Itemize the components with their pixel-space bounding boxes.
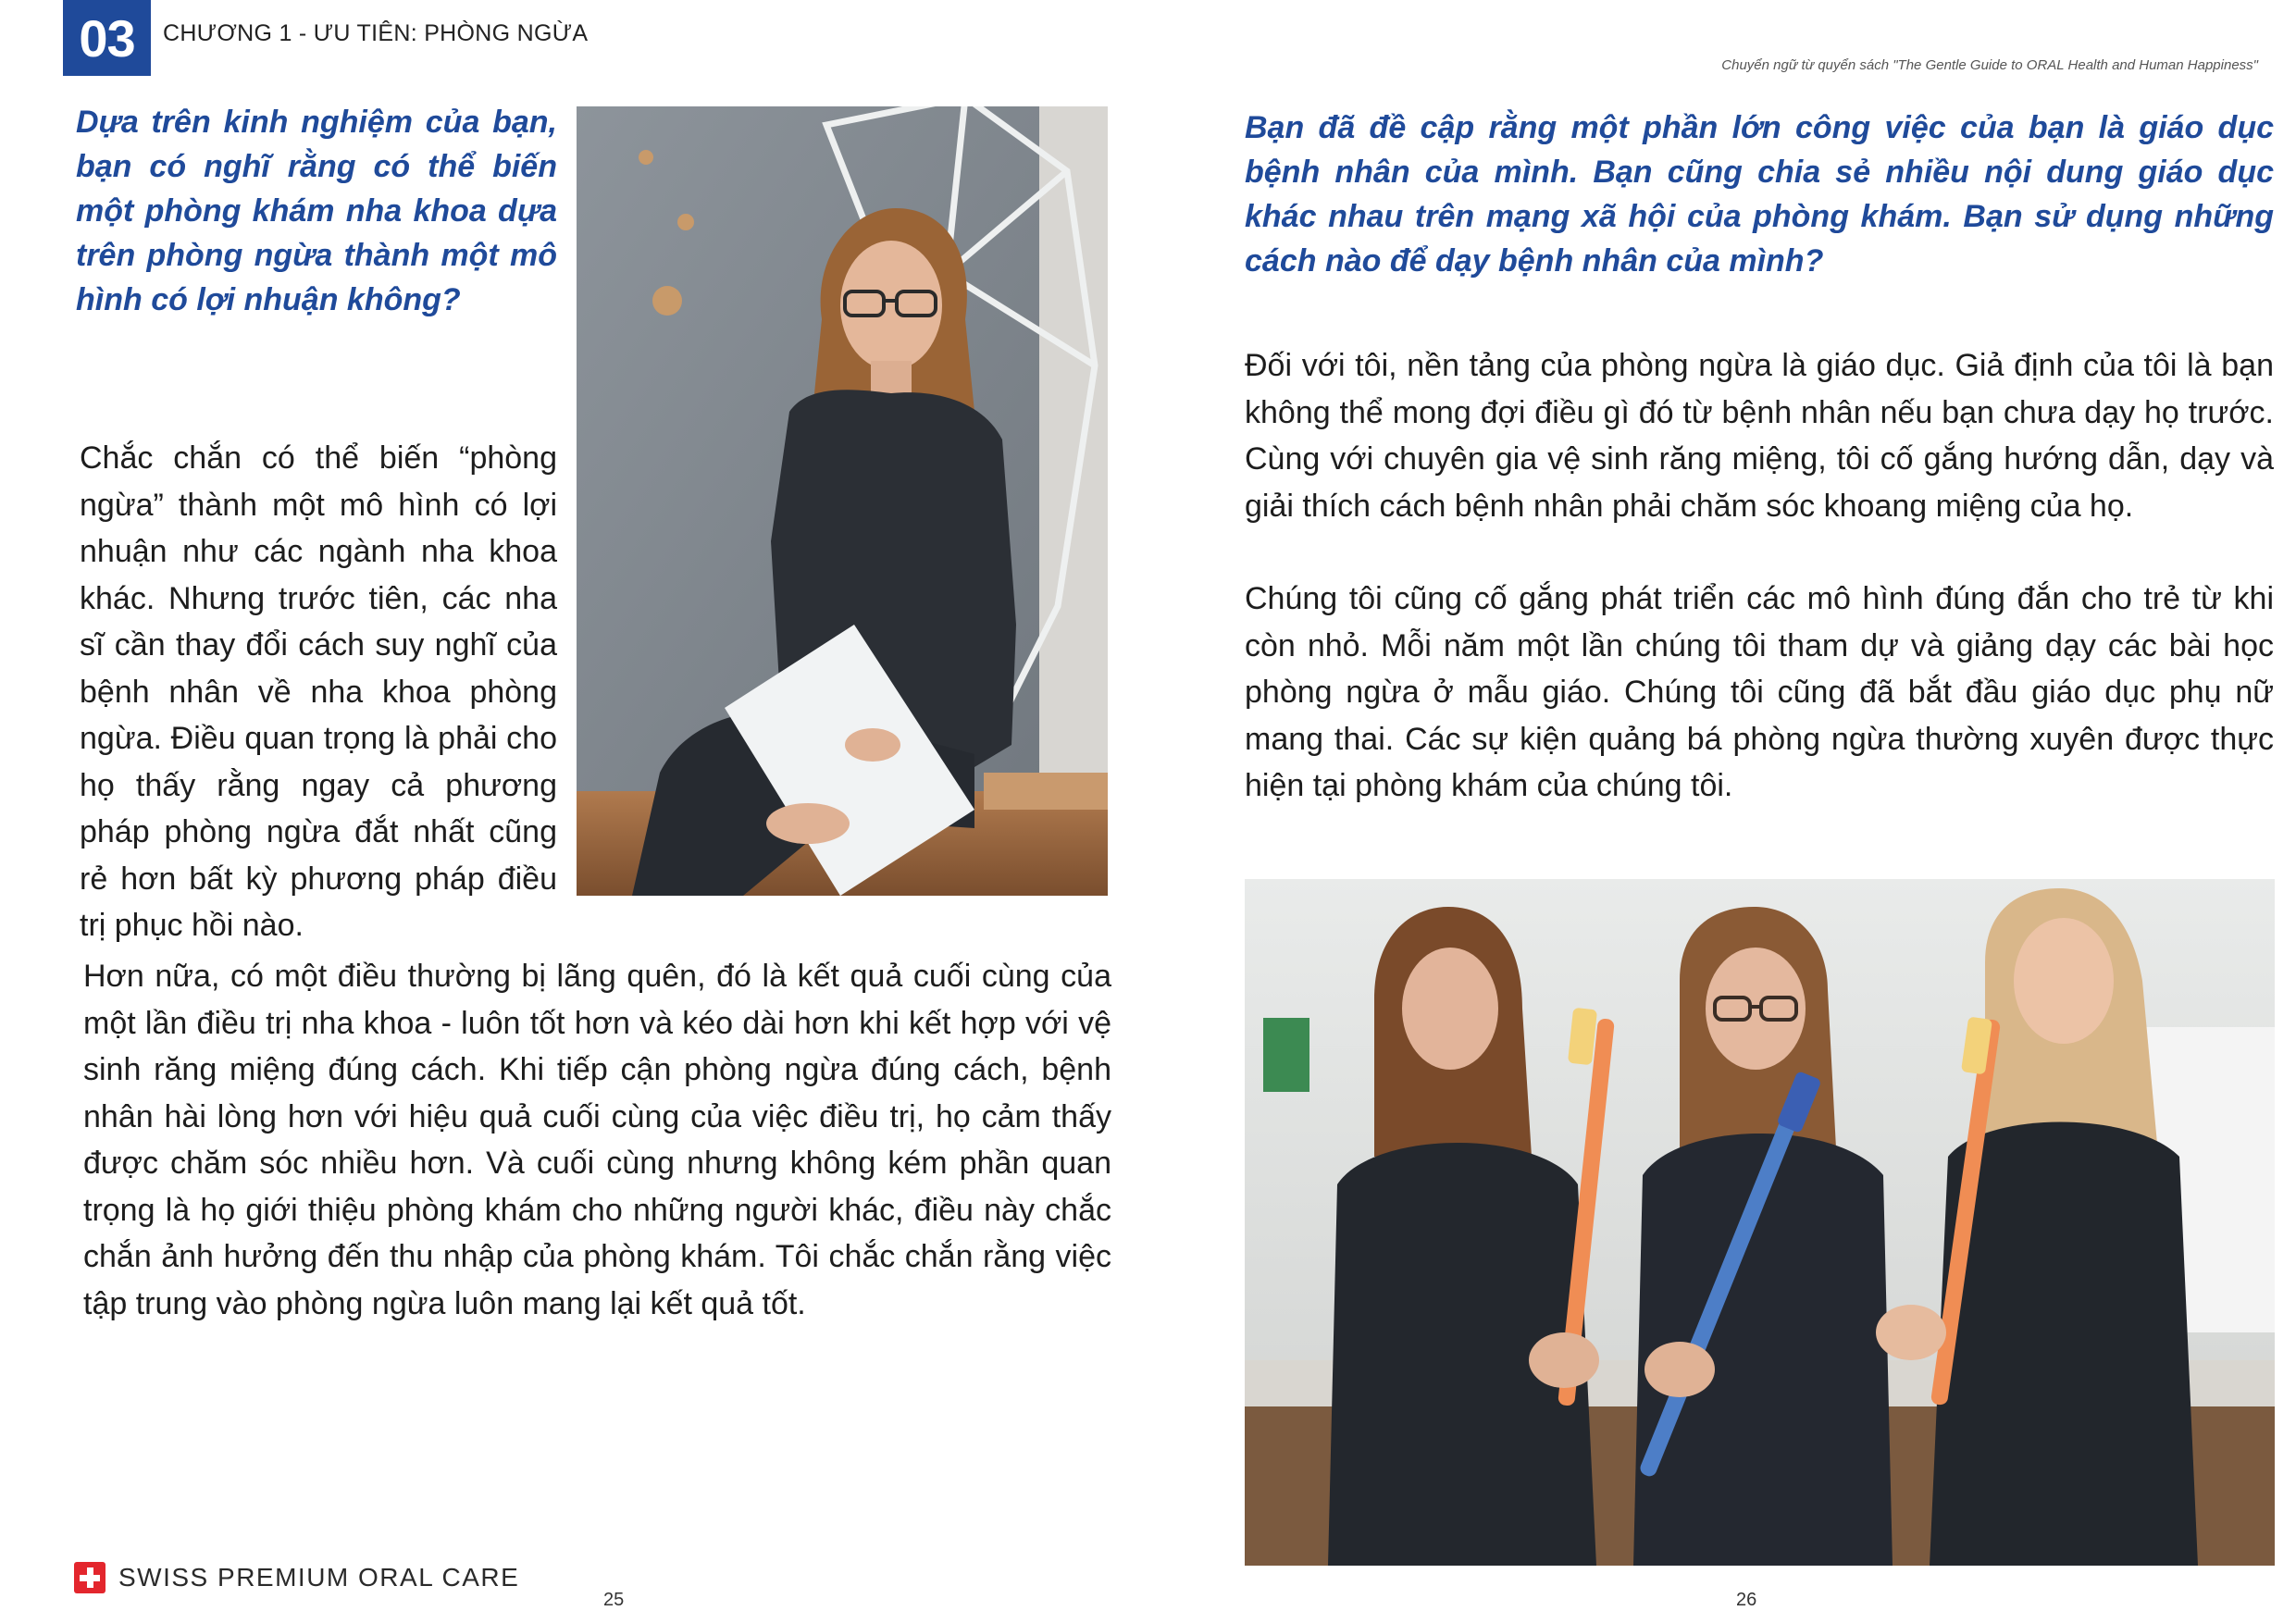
swiss-cross-icon xyxy=(74,1562,105,1593)
right-answer-part1: Đối với tôi, nền tảng của phòng ngừa là giáo dục. Giả định của tôi là bạn không thể mong đợi điều gì đó từ bệnh nhân nếu bạn chưa dạy họ trước. Cùng với chuyên gia vệ sinh răng miệng, tôi cố gắng hướng dẫn, dạy và giải thích cách bệnh nhân phải chăm sóc khoang miệng của họ. xyxy=(1245,348,2274,524)
brand-logo xyxy=(74,1562,519,1593)
doctor-portrait-photo xyxy=(577,106,1108,896)
team-toothbrush-photo xyxy=(1245,879,2275,1566)
left-answer-part1: Chắc chắn có thể biến “phòng ngừa” thành một mô hình có lợi nhuận như các ngành nha khoa khác. Nhưng trước tiên, các nha sĩ cần thay đổi cách suy nghĩ của bệnh nhân về nha khoa phòng ngừa. Điều quan trọng là phải cho họ thấy rằng ngay cả phương pháp phòng ngừa đắt nhất cũng rẻ hơn bất kỳ phương pháp điều trị phục hồi nào. xyxy=(80,440,557,943)
left-question: Dựa trên kinh nghiệm của bạn, bạn có nghĩ rằng có thể biến một phòng khám nha khoa dựa trên phòng ngừa thành một mô hình có lợi nhuận không? xyxy=(76,105,557,317)
page-number-left: 25 xyxy=(603,1590,625,1610)
right-question: Bạn đã đề cập rằng một phần lớn công việc của bạn là giáo dục bệnh nhân của mình. Bạn cũng chia sẻ nhiều nội dung giáo dục khác nhau trên mạng xã hội của phòng khám. Bạn sử dụng những cách nào để dạy bệnh nhân của mình? xyxy=(1245,110,2274,279)
chapter-number-badge: 03 xyxy=(63,0,151,76)
left-answer-part2: Hơn nữa, có một điều thường bị lãng quên, đó là kết quả cuối cùng của một lần điều trị nha khoa - luôn tốt hơn và kéo dài hơn khi kết hợp với vệ sinh răng miệng đúng cách. Khi tiếp cận phòng ngừa đúng cách, bệnh nhân hài lòng hơn với hiệu quả cuối cùng của việc điều trị, họ cảm thấy được chăm sóc nhiều hơn. Và cuối cùng nhưng không kém phần quan trọng là họ giới thiệu phòng khám cho những người khác, điều này chắc chắn ảnh hưởng đến thu nhập của phòng khám. Tôi chắc chắn rằng việc tập trung vào phòng ngừa luôn mang lại kết quả tốt. xyxy=(83,959,1111,1321)
brand-name: SWISS PREMIUM ORAL CARE xyxy=(118,1563,520,1592)
doctor-portrait-image xyxy=(577,106,1108,896)
chapter-title: CHƯƠNG 1 - ƯU TIÊN: PHÒNG NGỪA xyxy=(163,20,589,46)
page-number-right: 26 xyxy=(1736,1590,1757,1610)
team-toothbrush-image xyxy=(1245,879,2275,1566)
right-answer-part2: Chúng tôi cũng cố gắng phát triển các mô hình đúng đắn cho trẻ từ khi còn nhỏ. Mỗi năm một lần chúng tôi tham dự và giảng dạy các bài học phòng ngừa ở mẫu giáo. Chúng tôi cũng đã bắt đầu giáo dục phụ nữ mang thai. Các sự kiện quảng bá phòng ngừa thường xuyên được thực hiện tại phòng khám của chúng tôi. xyxy=(1245,581,2274,803)
source-note: Chuyển ngữ từ quyển sách "The Gentle Guide to ORAL Health and Human Happiness" xyxy=(1721,57,2258,73)
